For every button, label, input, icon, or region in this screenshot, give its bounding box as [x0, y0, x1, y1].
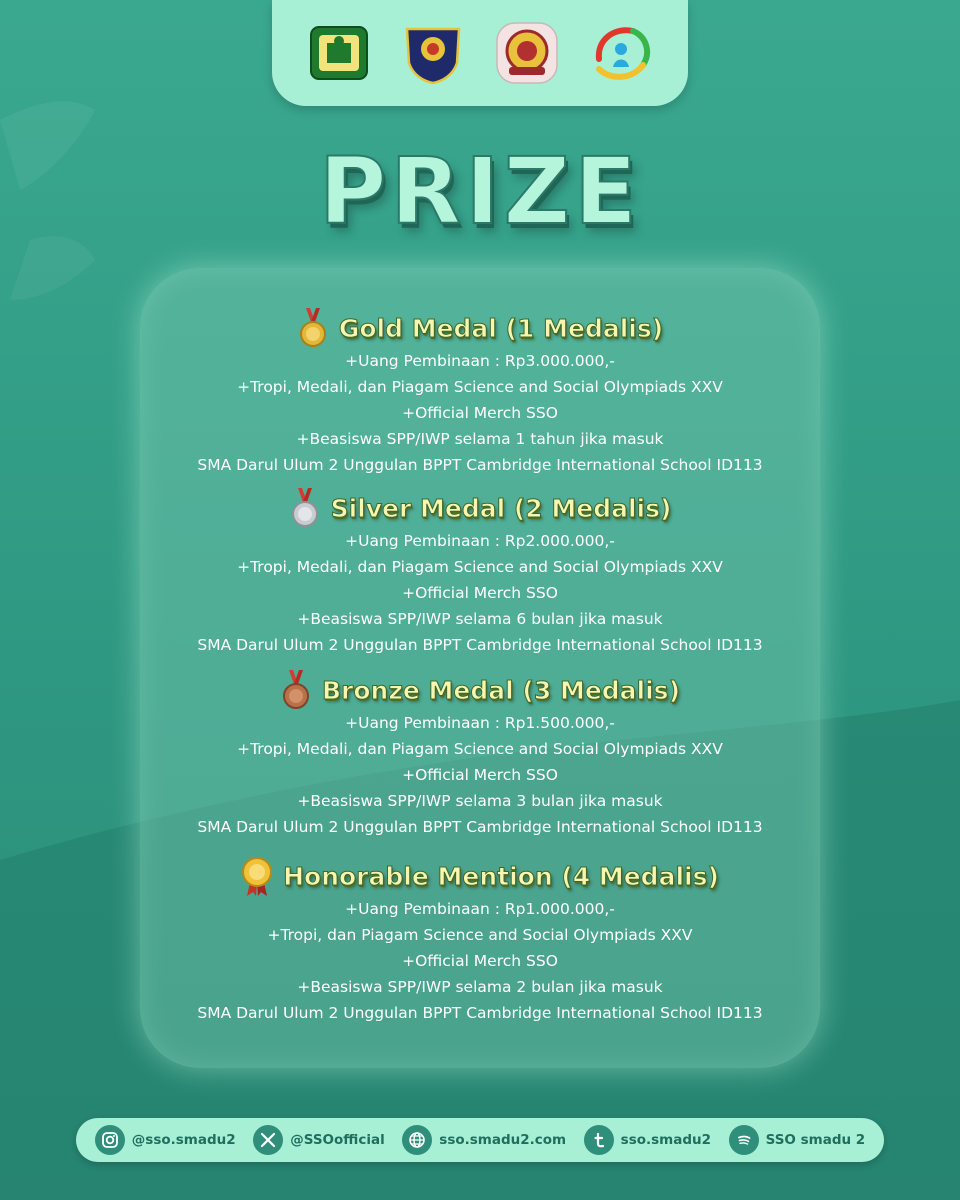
- social-x[interactable]: [253, 1125, 385, 1155]
- prize-silver-title: Silver Medal (2 Medalis): [330, 493, 672, 523]
- sso-logo-swirl: [587, 19, 655, 87]
- prize-bronze-title: Bronze Medal (3 Medalis): [321, 675, 680, 705]
- prize-silver-line-1: +Uang Pembinaan : Rp2.000.000,-: [345, 532, 615, 550]
- social-x-label: @SSOofficial: [290, 1132, 385, 1148]
- prize-honorable-line-3: +Official Merch SSO: [402, 952, 558, 970]
- social-instagram-label: @sso.smadu2: [131, 1132, 236, 1148]
- prize-honorable: [140, 856, 820, 1026]
- prize-silver-line-4: +Beasiswa SPP/IWP selama 6 bulan jika masuk: [297, 610, 663, 628]
- social-website[interactable]: [402, 1125, 566, 1155]
- prize-bronze-line-5: SMA Darul Ulum 2 Unggulan BPPT Cambridge International School ID113: [197, 818, 763, 836]
- prize-silver: [140, 488, 820, 658]
- prize-silver-line-2: +Tropi, Medali, dan Piagam Science and Social Olympiads XXV: [237, 558, 723, 576]
- bronze-medal-icon: [280, 670, 312, 710]
- instagram-icon: [95, 1125, 125, 1155]
- social-spotify[interactable]: [729, 1125, 866, 1155]
- prize-gold-title: Gold Medal (1 Medalis): [338, 313, 664, 343]
- tumblr-icon: [584, 1125, 614, 1155]
- prize-bronze-header: [140, 670, 820, 710]
- prize-gold-line-1: +Uang Pembinaan : Rp3.000.000,-: [345, 352, 615, 370]
- prize-silver-line-5: SMA Darul Ulum 2 Unggulan BPPT Cambridge International School ID113: [197, 636, 763, 654]
- globe-icon: [402, 1125, 432, 1155]
- prize-honorable-line-2: +Tropi, dan Piagam Science and Social Olympiads XXV: [267, 926, 693, 944]
- silver-medal-icon: [289, 488, 321, 528]
- prize-bronze: [140, 670, 820, 840]
- prize-bronze-line-3: +Official Merch SSO: [402, 766, 558, 784]
- x-icon: [253, 1125, 283, 1155]
- school-logo-round-emblem: [493, 19, 561, 87]
- prize-honorable-line-4: +Beasiswa SPP/IWP selama 2 bulan jika masuk: [297, 978, 663, 996]
- social-spotify-label: SSO smadu 2: [765, 1132, 866, 1148]
- page-title-text: PRIZE: [318, 138, 642, 245]
- social-footer: [76, 1118, 884, 1162]
- prize-bronze-line-1: +Uang Pembinaan : Rp1.500.000,-: [345, 714, 615, 732]
- prize-silver-header: [140, 488, 820, 528]
- prize-gold-line-4: +Beasiswa SPP/IWP selama 1 tahun jika masuk: [296, 430, 664, 448]
- school-logo-navy-shield: [399, 19, 467, 87]
- prize-gold-line-2: +Tropi, Medali, dan Piagam Science and Social Olympiads XXV: [237, 378, 723, 396]
- prize-gold-line-3: +Official Merch SSO: [402, 404, 558, 422]
- prize-gold-header: [140, 308, 820, 348]
- spotify-icon: [729, 1125, 759, 1155]
- social-website-label: sso.smadu2.com: [439, 1132, 567, 1148]
- prize-silver-line-3: +Official Merch SSO: [402, 584, 558, 602]
- prize-honorable-line-5: SMA Darul Ulum 2 Unggulan BPPT Cambridge International School ID113: [197, 1004, 763, 1022]
- social-tumblr-label: sso.smadu2: [620, 1132, 712, 1148]
- page-title: [0, 138, 960, 248]
- prize-gold-line-5: SMA Darul Ulum 2 Unggulan BPPT Cambridge International School ID113: [197, 456, 763, 474]
- social-instagram[interactable]: [95, 1125, 236, 1155]
- social-tumblr[interactable]: [584, 1125, 711, 1155]
- gold-medal-icon: [297, 308, 329, 348]
- prize-honorable-line-1: +Uang Pembinaan : Rp1.000.000,-: [345, 900, 615, 918]
- prize-honorable-header: [140, 856, 820, 896]
- prize-gold: [140, 308, 820, 478]
- school-logo-green-emblem: [305, 19, 373, 87]
- prize-bronze-line-2: +Tropi, Medali, dan Piagam Science and Social Olympiads XXV: [237, 740, 723, 758]
- prize-bronze-line-4: +Beasiswa SPP/IWP selama 3 bulan jika masuk: [297, 792, 663, 810]
- honorable-rosette-icon: [241, 856, 273, 896]
- logo-plate: [272, 0, 688, 106]
- prize-honorable-title: Honorable Mention (4 Medalis): [283, 861, 719, 891]
